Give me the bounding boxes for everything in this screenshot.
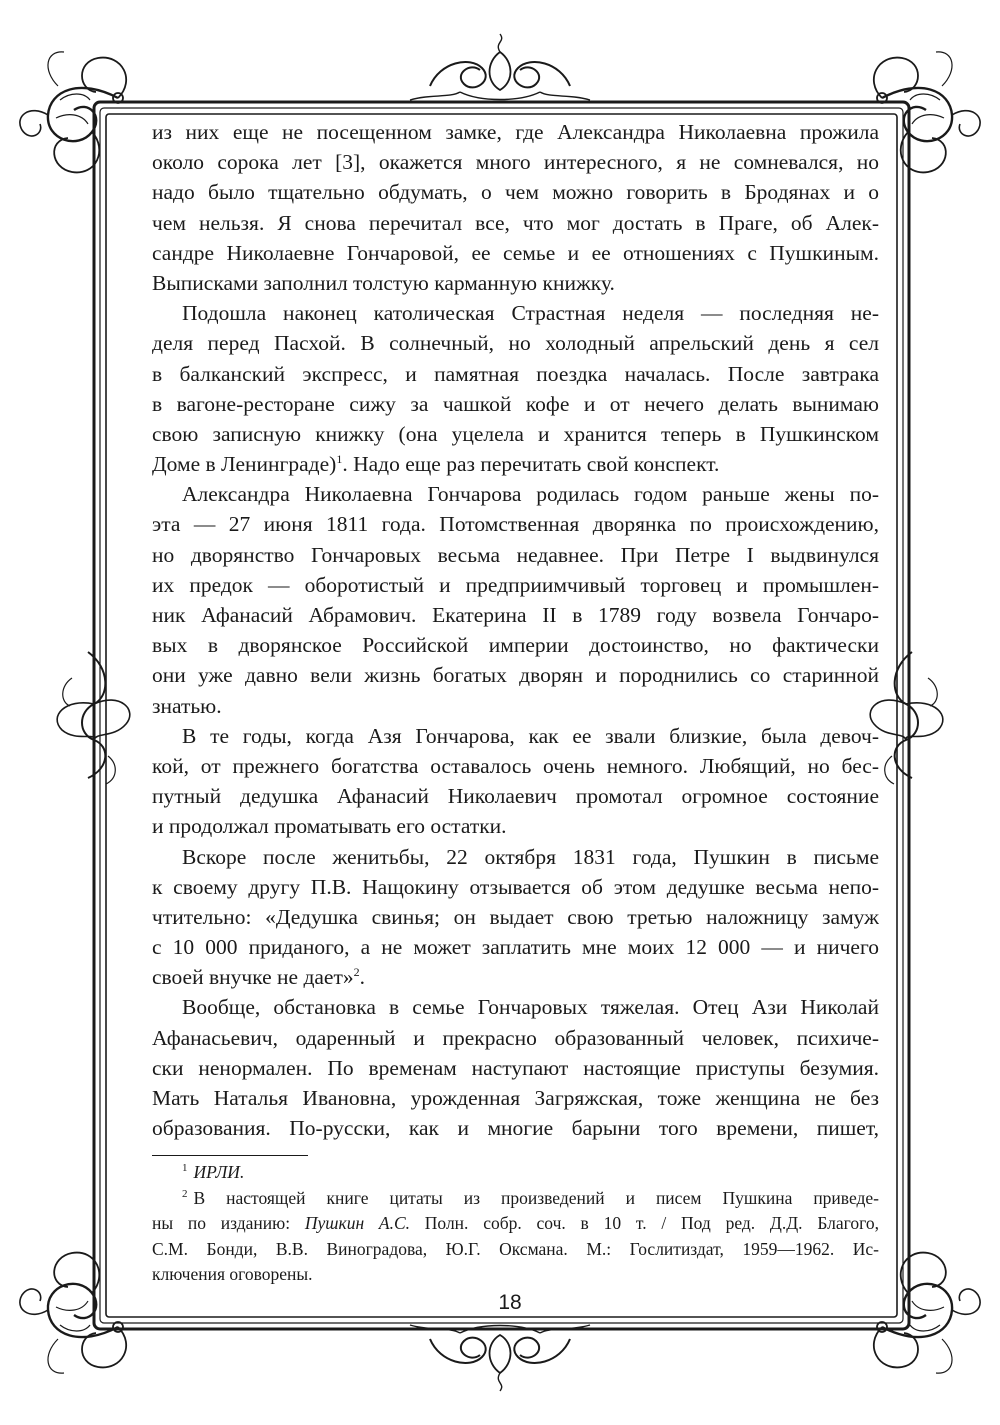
text-fragment: своей внучке не дает» <box>152 965 354 990</box>
text-line: Мать Наталья Ивановна, урожденная Загряжская, тоже женщина не без <box>152 1086 879 1110</box>
text-line: в вагоне-ресторане сижу за чашкой кофе и от нечего делать вынимаю <box>152 391 879 416</box>
text-line: ник Афанасий Абрамович. Екатерина II в 1789 году возвела Гончаро- <box>152 603 879 627</box>
text-line: Александра Николаевна Гончарова родилась годом раньше жены по- <box>182 482 879 507</box>
text-line: из них еще не посещенном замке, где Александра Николаевна прожила <box>152 120 879 144</box>
footnote-text: ны по изданию: <box>152 1213 305 1233</box>
text-line: Подошла наконец католическая Страстная неделя — последняя не- <box>182 301 879 326</box>
text-line: вых в дворянское Российской империи достоинство, но фактически <box>152 633 879 658</box>
footnote-line: ключения оговорены. <box>152 1264 313 1284</box>
footnote-text: Полн. собр. соч. в 10 т. / Под ред. Д.Д. Благого, <box>410 1213 879 1233</box>
footnote-line: С.М. Бонди, В.В. Виноградова, Ю.Г. Оксмана. М.: Гослитиздат, 1959—1962. Ис- <box>152 1238 879 1259</box>
page-number: 18 <box>498 1291 522 1314</box>
footnote-divider <box>152 1155 308 1156</box>
footnote-line <box>152 1211 879 1237</box>
body-text <box>152 117 879 1143</box>
text-line: путный дедушка Афанасий Николаевич промотал огромное состояние <box>152 784 879 809</box>
text-line: они уже давно вели жизнь богатых дворян и породнились со старинной <box>152 663 879 688</box>
text-line: но дворянство Гончаровых весьма недавнее. При Петре I выдвинулся <box>152 542 879 567</box>
text-fragment: . Надо еще раз перечитать свой конспект. <box>342 452 720 477</box>
footnote-number: 1 <box>182 1162 188 1175</box>
text-line: чем нельзя. Я снова перечитал все, что мог достать в Праге, об Алек- <box>152 210 879 235</box>
text-line: свою записную книжку (она уцелела и хранится теперь в Пушкинском <box>152 421 879 446</box>
text-line: В те годы, когда Азя Гончарова, как ее звали близкие, была девоч- <box>182 723 879 748</box>
text-line <box>152 449 879 479</box>
text-line: Вообще, обстановка в семье Гончаровых тяжелая. Отец Ази Николай <box>182 995 879 1020</box>
text-line: Афанасьевич, одаренный и прекрасно образованный человек, психиче- <box>152 1025 879 1050</box>
footnotes <box>152 1160 879 1288</box>
text-line: с 10 000 приданого, а не может заплатить мне моих 12 000 — и ничего <box>152 935 879 960</box>
text-line: эта — 27 июня 1811 года. Потомственная дворянка по происхождению, <box>152 512 879 537</box>
text-line: их предок — оборотистый и предприимчивый торговец и промышлен- <box>152 572 879 597</box>
footnote-1 <box>152 1160 879 1186</box>
text-line: деля перед Пасхой. В солнечный, но холодный апрельский день я сел <box>152 331 879 356</box>
text-line <box>152 962 879 992</box>
text-line: образования. По-русски, как и многие барыни того времени, пишет, <box>152 1116 879 1141</box>
text-line: ски ненормален. По временам наступают настоящие приступы безумия. <box>152 1055 879 1080</box>
footnote-2 <box>152 1186 879 1212</box>
text-line: Выписками заполнил толстую карманную книжку. <box>152 270 615 295</box>
text-fragment: . <box>359 965 366 990</box>
text-line: кой, от прежнего богатства оставалось очень немного. Любящий, но бес- <box>152 753 879 778</box>
text-line: Вскоре после женитьбы, 22 октября 1831 года, Пушкин в письме <box>182 844 879 869</box>
text-fragment: Доме в Ленинграде) <box>152 452 337 477</box>
text-line: к своему другу П.В. Нащокину отзывается об этом дедушке весьма непо- <box>152 874 879 899</box>
text-line: сандре Николаевне Гончаровой, ее семье и ее отношениях с Пушкиным. <box>152 240 879 265</box>
text-line: чтительно: «Дедушка свинья; он выдает свою третью наложницу замуж <box>152 904 879 929</box>
footnote-author: Пушкин А.С. <box>304 1213 411 1233</box>
text-line: и продолжал проматывать его остатки. <box>152 814 507 839</box>
footnote-text: ИРЛИ. <box>193 1162 245 1182</box>
text-line: в балканский экспресс, и памятная поездка началась. После завтрака <box>152 361 879 386</box>
footnote-ref-1: 1 <box>336 451 343 466</box>
text-line: надо было тщательно обдумать, о чем можно говорить в Бродянах и о <box>152 180 879 205</box>
footnote-ref-2: 2 <box>353 965 360 980</box>
footnote-text: В настоящей книге цитаты из произведений и писем Пушкина приведе- <box>193 1187 879 1208</box>
text-line: знатью. <box>152 693 222 718</box>
footnote-number: 2 <box>182 1187 188 1200</box>
text-line: около сорока лет [3], окажется много интересного, я не сомневался, но <box>152 150 879 175</box>
